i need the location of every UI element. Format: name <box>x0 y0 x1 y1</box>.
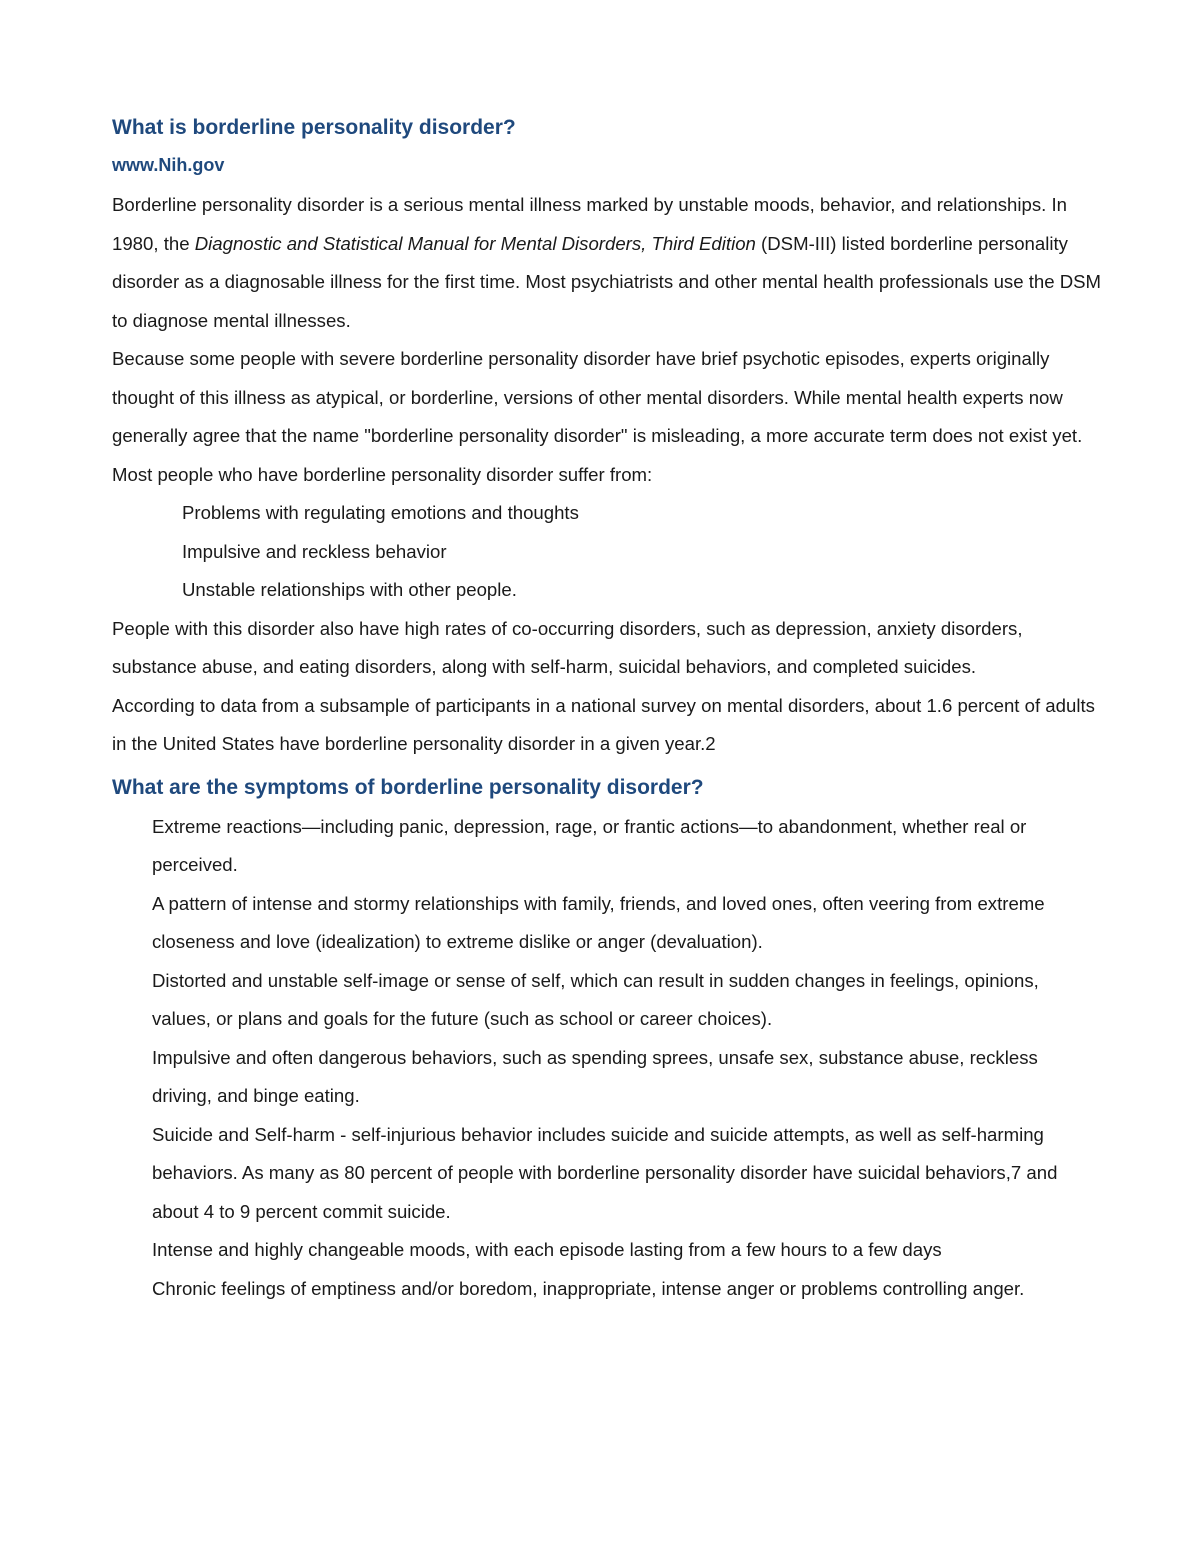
list-item: Extreme reactions—including panic, depression, rage, or frantic actions—to abandonment, whether real or perceived. <box>152 815 1027 875</box>
list-item: Impulsive and often dangerous behaviors, such as spending sprees, unsafe sex, substance abuse, reckless driving, and binge eating. <box>152 1046 1038 1106</box>
paragraph-statistics: According to data from a subsample of participants in a national survey on mental disorders, about 1.6 percent of adults in the United States have borderline personality disorder in a given year.2 <box>112 694 1095 754</box>
paragraph-history: Because some people with severe borderline personality disorder have brief psychotic episodes, experts originally thought of this illness as atypical, or borderline, versions of other mental disorders. While mental health experts now generally agree that the name "borderline personality disorder" is misleading, a more accurate term does not exist yet. <box>112 348 1083 446</box>
paragraph-cooccurring: People with this disorder also have high rates of co-occurring disorders, such as depression, anxiety disorders, substance abuse, and eating disorders, along with self-harm, suicidal behaviors, and completed suicides. <box>112 617 1023 677</box>
list-item: Unstable relationships with other people. <box>182 579 517 600</box>
list-item: Suicide and Self-harm - self-injurious behavior includes suicide and suicide attempts, as well as self-harming behaviors. As many as 80 percent of people with borderline personality disorder have suicidal behaviors,7 and about 4 to 9 percent commit suicide. <box>152 1123 1058 1222</box>
list-item: Intense and highly changeable moods, with each episode lasting from a few hours to a few days <box>152 1239 942 1260</box>
dsm-title-italic: Diagnostic and Statistical Manual for Mental Disorders, Third Edition <box>194 232 756 254</box>
paragraph-intro-part-a: Borderline personality disorder is a serious mental illness marked by unstable moods, behavior, and relationships. In 1980, the <box>112 194 1067 254</box>
list-item: A pattern of intense and stormy relationships with family, friends, and loved ones, often veering from extreme closeness and love (idealization) to extreme dislike or anger (devaluation). <box>152 892 1045 952</box>
paragraph-suffer-from: Most people who have borderline personality disorder suffer from: <box>112 463 653 485</box>
paragraph-intro-part-b: (DSM-III) listed borderline personality disorder as a diagnosable illness for the first time. Most psychiatrists and other mental health professionals use the DSM to diagnose mental illnesses. <box>112 232 1102 331</box>
paragraph-intro <box>112 186 1102 340</box>
list-item: Chronic feelings of emptiness and/or boredom, inappropriate, intense anger or problems controlling anger. <box>152 1277 1025 1299</box>
symptom-list <box>112 808 1102 1309</box>
section-heading-what-is: What is borderline personality disorder? <box>112 116 516 139</box>
section-heading-symptoms: What are the symptoms of borderline personality disorder? <box>112 775 704 799</box>
list-item: Problems with regulating emotions and thoughts <box>182 502 579 523</box>
list-item: Impulsive and reckless behavior <box>182 540 447 562</box>
source-link[interactable]: www.Nih.gov <box>112 155 225 175</box>
suffer-list <box>112 494 1102 610</box>
document-page <box>112 108 1102 1308</box>
list-item: Distorted and unstable self-image or sense of self, which can result in sudden changes in feelings, opinions, values, or plans and goals for the future (such as school or career choices). <box>152 969 1039 1029</box>
